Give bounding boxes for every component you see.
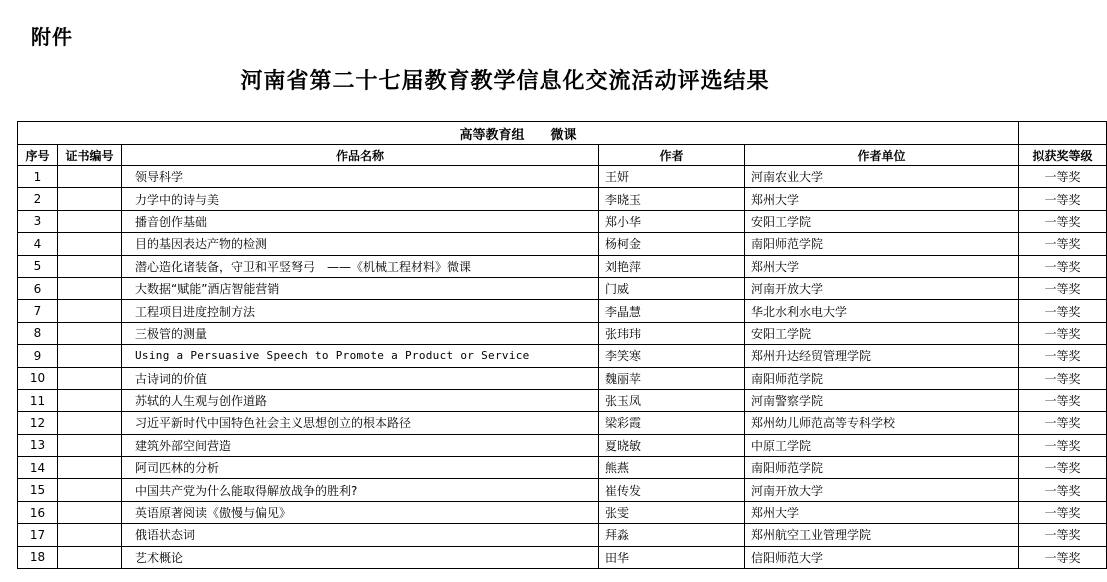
work-title: 潜心造化诸装备，守卫和平竖弩弓 ——《机械工程材料》微课 <box>122 255 599 277</box>
author-unit: 中原工学院 <box>745 434 1019 456</box>
row-number: 6 <box>18 277 58 299</box>
table-row <box>18 524 1107 546</box>
author-name: 拜淼 <box>599 524 745 546</box>
certificate-number <box>58 300 122 322</box>
award-level: 一等奖 <box>1019 479 1107 501</box>
work-title: 俄语状态词 <box>122 524 599 546</box>
award-level: 一等奖 <box>1019 300 1107 322</box>
author-unit: 安阳工学院 <box>745 210 1019 232</box>
table-row <box>18 233 1107 255</box>
column-header-work: 作品名称 <box>122 145 599 166</box>
table-row <box>18 457 1107 479</box>
row-number: 13 <box>18 434 58 456</box>
certificate-number <box>58 367 122 389</box>
certificate-number <box>58 166 122 188</box>
author-unit: 郑州升达经贸管理学院 <box>745 345 1019 367</box>
work-title: 工程项目进度控制方法 <box>122 300 599 322</box>
work-title: 阿司匹林的分析 <box>122 457 599 479</box>
certificate-number <box>58 412 122 434</box>
table-row <box>18 188 1107 210</box>
row-number: 10 <box>18 367 58 389</box>
certificate-number <box>58 434 122 456</box>
author-name: 张玮玮 <box>599 322 745 344</box>
award-level: 一等奖 <box>1019 233 1107 255</box>
table-row <box>18 255 1107 277</box>
work-title: 建筑外部空间营造 <box>122 434 599 456</box>
work-title: 习近平新时代中国特色社会主义思想创立的根本路径 <box>122 412 599 434</box>
award-level: 一等奖 <box>1019 210 1107 232</box>
author-unit: 华北水利水电大学 <box>745 300 1019 322</box>
author-unit: 郑州航空工业管理学院 <box>745 524 1019 546</box>
row-number: 2 <box>18 188 58 210</box>
author-name: 梁彩霞 <box>599 412 745 434</box>
table-row <box>18 501 1107 523</box>
award-level: 一等奖 <box>1019 434 1107 456</box>
certificate-number <box>58 524 122 546</box>
row-number: 5 <box>18 255 58 277</box>
page-title: 河南省第二十七届教育教学信息化交流活动评选结果 <box>240 69 770 94</box>
work-title: 古诗词的价值 <box>122 367 599 389</box>
author-name: 杨柯金 <box>599 233 745 255</box>
author-name: 李晓玉 <box>599 188 745 210</box>
author-name: 魏丽苹 <box>599 367 745 389</box>
row-number: 4 <box>18 233 58 255</box>
author-unit: 南阳师范学院 <box>745 233 1019 255</box>
certificate-number <box>58 345 122 367</box>
row-number: 17 <box>18 524 58 546</box>
group-title-blank <box>1019 122 1107 145</box>
work-title: 艺术概论 <box>122 546 599 568</box>
certificate-number <box>58 457 122 479</box>
author-name: 刘艳萍 <box>599 255 745 277</box>
row-number: 7 <box>18 300 58 322</box>
row-number: 14 <box>18 457 58 479</box>
award-level: 一等奖 <box>1019 524 1107 546</box>
group-title: 高等教育组 微课 <box>18 122 1019 145</box>
work-title: 播音创作基础 <box>122 210 599 232</box>
author-name: 张玉凤 <box>599 389 745 411</box>
work-title: 目的基因表达产物的检测 <box>122 233 599 255</box>
work-title: 中国共产党为什么能取得解放战争的胜利? <box>122 479 599 501</box>
author-unit: 河南开放大学 <box>745 277 1019 299</box>
row-number: 16 <box>18 501 58 523</box>
work-title: 大数据“赋能”酒店智能营销 <box>122 277 599 299</box>
column-header-no: 序号 <box>18 145 58 166</box>
work-title: 三极管的测量 <box>122 322 599 344</box>
table-row <box>18 210 1107 232</box>
author-name: 门威 <box>599 277 745 299</box>
certificate-number <box>58 210 122 232</box>
author-name: 夏晓敏 <box>599 434 745 456</box>
author-unit: 河南农业大学 <box>745 166 1019 188</box>
award-level: 一等奖 <box>1019 546 1107 568</box>
certificate-number <box>58 277 122 299</box>
certificate-number <box>58 233 122 255</box>
certificate-number <box>58 188 122 210</box>
author-name: 熊燕 <box>599 457 745 479</box>
author-name: 王妍 <box>599 166 745 188</box>
award-level: 一等奖 <box>1019 277 1107 299</box>
author-unit: 河南警察学院 <box>745 389 1019 411</box>
author-name: 李晶慧 <box>599 300 745 322</box>
award-level: 一等奖 <box>1019 188 1107 210</box>
column-header-author: 作者 <box>599 145 745 166</box>
award-level: 一等奖 <box>1019 457 1107 479</box>
award-level: 一等奖 <box>1019 367 1107 389</box>
author-unit: 南阳师范学院 <box>745 457 1019 479</box>
table-row <box>18 277 1107 299</box>
table-row <box>18 367 1107 389</box>
row-number: 8 <box>18 322 58 344</box>
column-header-unit: 作者单位 <box>745 145 1019 166</box>
award-level: 一等奖 <box>1019 501 1107 523</box>
author-name: 郑小华 <box>599 210 745 232</box>
author-unit: 南阳师范学院 <box>745 367 1019 389</box>
row-number: 11 <box>18 389 58 411</box>
table-row <box>18 166 1107 188</box>
table-row <box>18 300 1107 322</box>
work-title: 英语原著阅读《傲慢与偏见》 <box>122 501 599 523</box>
award-level: 一等奖 <box>1019 412 1107 434</box>
certificate-number <box>58 479 122 501</box>
award-level: 一等奖 <box>1019 345 1107 367</box>
author-unit: 安阳工学院 <box>745 322 1019 344</box>
column-header-award: 拟获奖等级 <box>1019 145 1107 166</box>
row-number: 12 <box>18 412 58 434</box>
work-title: 苏轼的人生观与创作道路 <box>122 389 599 411</box>
certificate-number <box>58 546 122 568</box>
award-level: 一等奖 <box>1019 166 1107 188</box>
author-name: 田华 <box>599 546 745 568</box>
work-title: 领导科学 <box>122 166 599 188</box>
table-row <box>18 546 1107 568</box>
author-name: 李笑寒 <box>599 345 745 367</box>
row-number: 1 <box>18 166 58 188</box>
author-unit: 郑州大学 <box>745 501 1019 523</box>
certificate-number <box>58 322 122 344</box>
author-unit: 郑州幼儿师范高等专科学校 <box>745 412 1019 434</box>
row-number: 15 <box>18 479 58 501</box>
row-number: 9 <box>18 345 58 367</box>
author-unit: 河南开放大学 <box>745 479 1019 501</box>
row-number: 3 <box>18 210 58 232</box>
table-row <box>18 412 1107 434</box>
award-level: 一等奖 <box>1019 322 1107 344</box>
work-title: 力学中的诗与美 <box>122 188 599 210</box>
table-row <box>18 479 1107 501</box>
certificate-number <box>58 501 122 523</box>
attachment-label: 附件 <box>31 25 73 49</box>
results-table <box>17 121 1107 569</box>
table-row <box>18 389 1107 411</box>
table-row <box>18 434 1107 456</box>
author-name: 崔传发 <box>599 479 745 501</box>
author-unit: 信阳师范大学 <box>745 546 1019 568</box>
author-unit: 郑州大学 <box>745 255 1019 277</box>
certificate-number <box>58 389 122 411</box>
author-unit: 郑州大学 <box>745 188 1019 210</box>
certificate-number <box>58 255 122 277</box>
award-level: 一等奖 <box>1019 255 1107 277</box>
row-number: 18 <box>18 546 58 568</box>
award-level: 一等奖 <box>1019 389 1107 411</box>
author-name: 张雯 <box>599 501 745 523</box>
table-row <box>18 322 1107 344</box>
work-title: Using a Persuasive Speech to Promote a Product or Service <box>122 345 599 367</box>
column-header-cert: 证书编号 <box>58 145 122 166</box>
table-row <box>18 345 1107 367</box>
